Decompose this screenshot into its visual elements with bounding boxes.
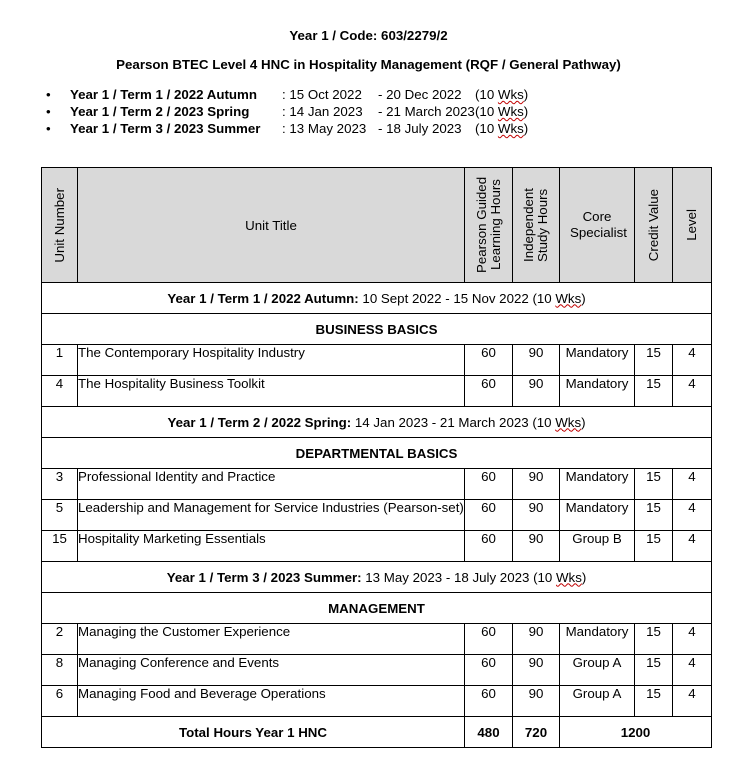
guided-hours-cell: 60	[465, 686, 513, 717]
col-header-credit-value: Credit Value	[635, 168, 673, 283]
unit-number-cell: 5	[42, 500, 78, 531]
col-header-unit-title: Unit Title	[78, 168, 465, 283]
type-cell: Group A	[560, 655, 635, 686]
bullet-icon: •	[46, 121, 51, 136]
study-hours-cell: 90	[513, 531, 560, 562]
term-start: : 13 May 2023	[282, 121, 367, 136]
term-name: Year 1 / Term 1 / 2022 Autumn	[70, 87, 257, 102]
programme-heading: Pearson BTEC Level 4 HNC in Hospitality Management (RQF / General Pathway)	[116, 57, 621, 72]
table-row	[42, 686, 712, 717]
unit-number-cell: 4	[42, 376, 78, 407]
table-row	[42, 624, 712, 655]
unit-number-cell: 1	[42, 345, 78, 376]
table-row	[42, 376, 712, 407]
term-row: Year 1 / Term 3 / 2023 Summer: 13 May 2023 - 18 July 2023 (10 Wks)	[42, 562, 712, 593]
unit-title-cell: Managing Food and Beverage Operations	[78, 686, 465, 717]
total-guided-hours: 480	[465, 717, 513, 748]
table-row	[42, 345, 712, 376]
bullet-icon: •	[46, 104, 51, 119]
unit-title-cell: Managing Conference and Events	[78, 655, 465, 686]
table-row	[42, 531, 712, 562]
guided-hours-cell: 60	[465, 531, 513, 562]
total-credits: 1200	[560, 717, 712, 748]
section-heading-row: MANAGEMENT	[42, 593, 712, 624]
total-label: Total Hours Year 1 HNC	[42, 717, 465, 748]
level-cell: 4	[673, 469, 712, 500]
unit-number-cell: 2	[42, 624, 78, 655]
type-cell: Group A	[560, 686, 635, 717]
credit-cell: 15	[635, 376, 673, 407]
total-row	[42, 717, 712, 748]
section-heading-row: BUSINESS BASICS	[42, 314, 712, 345]
term-name: Year 1 / Term 2 / 2023 Spring	[70, 104, 250, 119]
guided-hours-cell: 60	[465, 469, 513, 500]
term-weeks: (10 Wks)	[475, 121, 529, 136]
study-hours-cell: 90	[513, 624, 560, 655]
unit-title-cell: Leadership and Management for Service Industries (Pearson-set)	[78, 500, 465, 531]
unit-title-cell: Professional Identity and Practice	[78, 469, 465, 500]
term-end: - 20 Dec 2022	[378, 87, 462, 102]
total-study-hours: 720	[513, 717, 560, 748]
type-cell: Mandatory	[560, 376, 635, 407]
study-hours-cell: 90	[513, 686, 560, 717]
guided-hours-cell: 60	[465, 500, 513, 531]
term-row: Year 1 / Term 2 / 2022 Spring: 14 Jan 2023 - 21 March 2023 (10 Wks)	[42, 407, 712, 438]
level-cell: 4	[673, 376, 712, 407]
study-hours-cell: 90	[513, 345, 560, 376]
table-row	[42, 500, 712, 531]
level-cell: 4	[673, 655, 712, 686]
level-cell: 4	[673, 686, 712, 717]
type-cell: Mandatory	[560, 469, 635, 500]
type-cell: Mandatory	[560, 345, 635, 376]
credit-cell: 15	[635, 686, 673, 717]
col-header-guided-hours: Pearson Guided Learning Hours	[465, 168, 513, 283]
col-header-core-specialist: Core Specialist	[560, 168, 635, 283]
guided-hours-cell: 60	[465, 624, 513, 655]
level-cell: 4	[673, 531, 712, 562]
credit-cell: 15	[635, 531, 673, 562]
guided-hours-cell: 60	[465, 655, 513, 686]
level-cell: 4	[673, 345, 712, 376]
type-cell: Mandatory	[560, 500, 635, 531]
unit-number-cell: 15	[42, 531, 78, 562]
col-header-study-hours: Independent Study Hours	[513, 168, 560, 283]
unit-title-cell: Hospitality Marketing Essentials	[78, 531, 465, 562]
unit-number-cell: 8	[42, 655, 78, 686]
year-code-heading: Year 1 / Code: 603/2279/2	[289, 28, 448, 43]
term-start: : 14 Jan 2023	[282, 104, 363, 119]
level-cell: 4	[673, 500, 712, 531]
section-heading-row: DEPARTMENTAL BASICS	[42, 438, 712, 469]
term-row: Year 1 / Term 1 / 2022 Autumn: 10 Sept 2022 - 15 Nov 2022 (10 Wks)	[42, 283, 712, 314]
guided-hours-cell: 60	[465, 345, 513, 376]
level-cell: 4	[673, 624, 712, 655]
study-hours-cell: 90	[513, 376, 560, 407]
term-weeks: (10 Wks)	[475, 104, 529, 119]
term-weeks: (10 Wks)	[475, 87, 529, 102]
unit-number-cell: 6	[42, 686, 78, 717]
credit-cell: 15	[635, 500, 673, 531]
study-hours-cell: 90	[513, 655, 560, 686]
bullet-icon: •	[46, 87, 51, 102]
credit-cell: 15	[635, 469, 673, 500]
unit-title-cell: The Contemporary Hospitality Industry	[78, 345, 465, 376]
type-cell: Mandatory	[560, 624, 635, 655]
col-header-level: Level	[673, 168, 712, 283]
table-row	[42, 655, 712, 686]
units-table	[41, 167, 712, 748]
type-cell: Group B	[560, 531, 635, 562]
guided-hours-cell: 60	[465, 376, 513, 407]
col-header-unit-number: Unit Number	[42, 168, 78, 283]
term-end: - 21 March 2023	[378, 104, 475, 119]
study-hours-cell: 90	[513, 500, 560, 531]
table-header-row	[42, 168, 712, 283]
term-end: - 18 July 2023	[378, 121, 462, 136]
study-hours-cell: 90	[513, 469, 560, 500]
unit-number-cell: 3	[42, 469, 78, 500]
term-start: : 15 Oct 2022	[282, 87, 362, 102]
credit-cell: 15	[635, 345, 673, 376]
table-row	[42, 469, 712, 500]
term-name: Year 1 / Term 3 / 2023 Summer	[70, 121, 261, 136]
unit-title-cell: The Hospitality Business Toolkit	[78, 376, 465, 407]
credit-cell: 15	[635, 655, 673, 686]
credit-cell: 15	[635, 624, 673, 655]
unit-title-cell: Managing the Customer Experience	[78, 624, 465, 655]
